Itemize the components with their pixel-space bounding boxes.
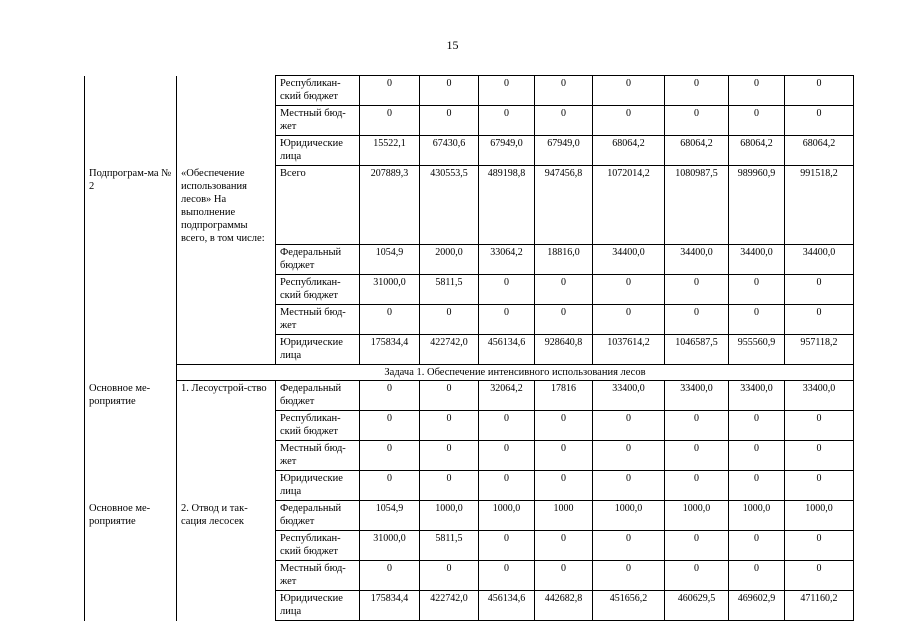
value-cell: 207889,3 [360,166,420,245]
value-cell: 1000,0 [420,501,479,531]
program-name-cell [85,106,177,136]
value-cell: 67949,0 [479,136,535,166]
value-cell: 0 [593,76,665,106]
value-cell: 0 [665,531,729,561]
program-name-cell: Основное ме-роприятие [85,501,177,531]
value-cell: 0 [729,471,785,501]
table-row [85,136,854,166]
value-cell: 0 [535,305,593,335]
value-cell: 1000,0 [593,501,665,531]
program-name-cell [85,275,177,305]
value-cell: 0 [420,471,479,501]
value-cell: 1046587,5 [665,335,729,365]
value-cell: 33400,0 [729,381,785,411]
table-row [85,106,854,136]
value-cell: 442682,8 [535,591,593,621]
page-number: 15 [446,38,459,52]
value-cell: 0 [479,531,535,561]
value-cell: 0 [729,531,785,561]
measure-description-cell [177,106,276,136]
value-cell: 0 [360,471,420,501]
value-cell: 0 [785,76,854,106]
program-name-cell [85,411,177,441]
value-cell: 1054,9 [360,245,420,275]
value-cell: 456134,6 [479,335,535,365]
value-cell: 67430,6 [420,136,479,166]
value-cell: 0 [535,561,593,591]
value-cell: 0 [665,76,729,106]
value-cell: 0 [535,471,593,501]
value-cell: 1037614,2 [593,335,665,365]
program-name-cell: Основное ме-роприятие [85,381,177,411]
measure-description-cell: 1. Лесоустрой-ство [177,381,276,411]
table-row [85,245,854,275]
value-cell: 68064,2 [785,136,854,166]
measure-description-cell [177,561,276,591]
value-cell: 0 [479,411,535,441]
value-cell: 1000,0 [785,501,854,531]
value-cell: 18816,0 [535,245,593,275]
funding-source-cell: Юридические лица [276,471,360,501]
value-cell: 33064,2 [479,245,535,275]
value-cell: 0 [729,305,785,335]
value-cell: 456134,6 [479,591,535,621]
program-name-cell [85,591,177,621]
value-cell: 33400,0 [665,381,729,411]
value-cell: 0 [729,411,785,441]
funding-source-cell: Местный бюд-жет [276,561,360,591]
funding-source-cell: Юридические лица [276,335,360,365]
table-row [85,591,854,621]
value-cell: 0 [785,305,854,335]
value-cell: 0 [665,441,729,471]
value-cell: 0 [479,76,535,106]
value-cell: 0 [665,411,729,441]
value-cell: 34400,0 [665,245,729,275]
measure-description-cell [177,245,276,275]
value-cell: 0 [593,471,665,501]
task-header-row [85,365,854,381]
value-cell: 0 [665,561,729,591]
value-cell: 947456,8 [535,166,593,245]
program-name-cell [85,335,177,365]
value-cell: 0 [593,531,665,561]
program-name-cell [85,561,177,591]
value-cell: 2000,0 [420,245,479,275]
program-name-cell: Подпрограм-ма № 2 [85,166,177,245]
value-cell: 0 [535,275,593,305]
value-cell: 1000,0 [479,501,535,531]
funding-source-cell: Республикан-ский бюджет [276,531,360,561]
value-cell: 991518,2 [785,166,854,245]
table-row [85,76,854,106]
value-cell: 1000,0 [729,501,785,531]
table-row [85,441,854,471]
table-row [85,471,854,501]
value-cell: 0 [593,275,665,305]
funding-source-cell: Юридические лица [276,136,360,166]
funding-source-cell: Местный бюд-жет [276,305,360,335]
value-cell: 68064,2 [593,136,665,166]
value-cell: 0 [665,106,729,136]
value-cell: 0 [785,275,854,305]
value-cell: 989960,9 [729,166,785,245]
value-cell: 0 [360,76,420,106]
value-cell: 33400,0 [593,381,665,411]
funding-source-cell: Федеральный бюджет [276,501,360,531]
value-cell: 0 [420,441,479,471]
value-cell: 17816 [535,381,593,411]
value-cell: 469602,9 [729,591,785,621]
task-title: Задача 1. Обеспечение интенсивного использования лесов [177,365,854,381]
value-cell: 0 [535,76,593,106]
value-cell: 0 [535,531,593,561]
value-cell: 0 [729,561,785,591]
measure-description-cell [177,76,276,106]
value-cell: 0 [535,411,593,441]
table-row [85,531,854,561]
value-cell: 0 [420,411,479,441]
value-cell: 0 [479,441,535,471]
value-cell: 0 [785,441,854,471]
value-cell: 0 [785,411,854,441]
measure-description-cell [177,471,276,501]
value-cell: 0 [479,471,535,501]
value-cell: 0 [420,106,479,136]
measure-description-cell [177,411,276,441]
value-cell: 0 [593,561,665,591]
value-cell: 31000,0 [360,275,420,305]
value-cell: 175834,4 [360,591,420,621]
value-cell: 451656,2 [593,591,665,621]
value-cell: 0 [479,561,535,591]
table-row [85,501,854,531]
funding-source-cell: Всего [276,166,360,245]
value-cell: 0 [665,275,729,305]
value-cell: 0 [729,275,785,305]
table-row [85,561,854,591]
value-cell: 34400,0 [785,245,854,275]
program-name-cell [85,441,177,471]
table-row [85,166,854,245]
value-cell: 0 [420,305,479,335]
value-cell: 422742,0 [420,335,479,365]
value-cell: 460629,5 [665,591,729,621]
value-cell: 33400,0 [785,381,854,411]
program-name-cell [85,531,177,561]
value-cell: 430553,5 [420,166,479,245]
value-cell: 5811,5 [420,531,479,561]
funding-source-cell: Федеральный бюджет [276,381,360,411]
value-cell: 0 [593,305,665,335]
value-cell: 0 [360,381,420,411]
value-cell: 0 [593,411,665,441]
measure-description-cell [177,305,276,335]
value-cell: 0 [420,561,479,591]
measure-description-cell [177,591,276,621]
value-cell: 0 [535,106,593,136]
value-cell: 0 [785,471,854,501]
value-cell: 1080987,5 [665,166,729,245]
value-cell: 1000 [535,501,593,531]
value-cell: 0 [535,441,593,471]
value-cell: 0 [420,76,479,106]
value-cell: 1054,9 [360,501,420,531]
value-cell: 0 [729,441,785,471]
value-cell: 0 [479,305,535,335]
value-cell: 0 [420,381,479,411]
table-row [85,305,854,335]
value-cell: 0 [785,531,854,561]
funding-source-cell: Республикан-ский бюджет [276,411,360,441]
funding-source-cell: Юридические лица [276,591,360,621]
value-cell: 489198,8 [479,166,535,245]
funding-source-cell: Республикан-ский бюджет [276,275,360,305]
value-cell: 0 [665,305,729,335]
value-cell: 957118,2 [785,335,854,365]
funding-source-cell: Местный бюд-жет [276,441,360,471]
value-cell: 0 [360,305,420,335]
program-name-cell [85,305,177,335]
value-cell: 0 [360,411,420,441]
value-cell: 15522,1 [360,136,420,166]
budget-table [84,75,854,621]
value-cell: 31000,0 [360,531,420,561]
value-cell: 0 [479,275,535,305]
funding-source-cell: Федеральный бюджет [276,245,360,275]
value-cell: 5811,5 [420,275,479,305]
value-cell: 0 [729,76,785,106]
value-cell: 0 [593,441,665,471]
value-cell: 1072014,2 [593,166,665,245]
measure-description-cell [177,335,276,365]
value-cell: 0 [593,106,665,136]
table-row [85,411,854,441]
value-cell: 0 [360,106,420,136]
value-cell: 0 [360,561,420,591]
value-cell: 0 [785,561,854,591]
value-cell: 422742,0 [420,591,479,621]
program-name-cell [85,76,177,106]
value-cell: 0 [729,106,785,136]
table-row [85,335,854,365]
value-cell: 0 [479,106,535,136]
value-cell: 0 [360,441,420,471]
value-cell: 34400,0 [729,245,785,275]
program-name-cell [85,136,177,166]
table-row [85,381,854,411]
value-cell: 0 [665,471,729,501]
program-name-cell [85,365,177,381]
value-cell: 0 [785,106,854,136]
measure-description-cell [177,531,276,561]
table-row [85,275,854,305]
value-cell: 68064,2 [729,136,785,166]
funding-source-cell: Республикан-ский бюджет [276,76,360,106]
measure-description-cell [177,441,276,471]
value-cell: 32064,2 [479,381,535,411]
value-cell: 1000,0 [665,501,729,531]
measure-description-cell [177,275,276,305]
value-cell: 67949,0 [535,136,593,166]
value-cell: 34400,0 [593,245,665,275]
value-cell: 68064,2 [665,136,729,166]
measure-description-cell: 2. Отвод и так-сация лесосек [177,501,276,531]
value-cell: 928640,8 [535,335,593,365]
value-cell: 955560,9 [729,335,785,365]
funding-source-cell: Местный бюд-жет [276,106,360,136]
measure-description-cell [177,136,276,166]
program-name-cell [85,245,177,275]
program-name-cell [85,471,177,501]
value-cell: 471160,2 [785,591,854,621]
measure-description-cell: «Обеспечение использования лесов» На выполнение подпрограммы всего, в том числе: [177,166,276,245]
value-cell: 175834,4 [360,335,420,365]
